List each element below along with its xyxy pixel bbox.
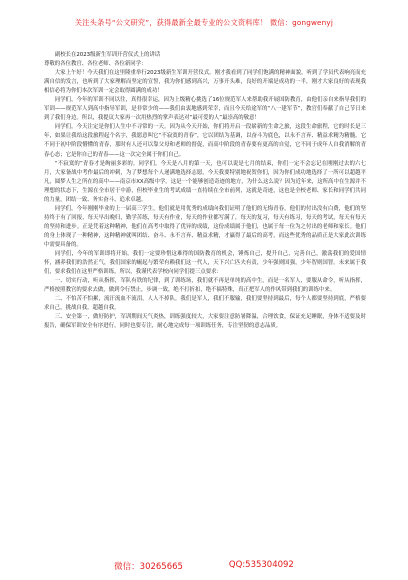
promo-banner: 关注头条号“公文研究”，获得最新全最专业的公文资料库！ 微信：gongwenyj <box>74 18 334 27</box>
paragraph: 一、切实行动，听从指挥，军队有铁的纪律，到了训练场，我们就不再是单纯的高中生，而是一名军人，要服从命令，听从指挥，严格按照教官的要求去做，做到令行禁止，步调一致，绝不打折扣，绝不搞特殊，真正把军人的作风带到我们的训练中来。 <box>44 278 366 294</box>
wechat-contact: 微信：30265665 <box>114 562 183 572</box>
qq-contact: QQ:535304092 <box>228 560 294 570</box>
greeting-line: 尊敬的各位教官、各位老师、各位新同学： <box>44 61 147 68</box>
document-body <box>44 48 366 331</box>
paragraph: 三、安全第一，做好防护，军训期间天气炎热，训练强度较大，大家要注意防暑降温，合理饮食，保证充足睡眠，身体不适要及时报告，确保军训安全有序进行，同时也要专注，耐心地完成每一项训练任务，专注坚韧的意志品质。 <box>44 314 366 330</box>
paragraph: 同学们，今年的军训即将开始，我们一定要珍惜这难得的国防教育的机会，锤炼自己，提升自己，完善自己，激荡我们的爱国情怀，涵养我们的浩然正气，我们国家的崛起与繁荣有赖我们这一代人，天下兴亡匹夫有责，少年强则国强，少年智则国智。未来属于我们，要求我们在这里严格训练，所以，我谨代表学校向同学们提三点要求： <box>44 251 366 276</box>
paragraph: “不寂寞的”青春才是绚丽多彩的。同学们，今天是八月的第一天，也可以说是七月的结束，你们一定不会忘记在刚刚过去的六七月，大家备战中考作最后的冲刺，为了梦想每个人递满地选择志愿，今天我要特别地祝贺你们，因为你们成功地选择了一所可以超越平凡，圆梦人生之所在的高中——南京市XX高级中学。这是一个能够创造奇迹的地方，为什么这么说？因为近年来，这所高中在生源并不理想的状态下，生源在全市居于中游，但校毕业生的考试成绩一直持续在全市前列，这就是奇迹，这也是全校老师、家长和同学们共同的力量，团结一致、务实奋斗、追求卓越。 <box>44 160 366 203</box>
paragraph: 大家上午好！今天我们在这里隆重举行2023级新生军训开营仪式。刚才我看到了同学们饱满的精神面貌，听到了学员代表响亮而充满自信的发言，也听到了大家理解而坚定的宣誓，我为你们感到高兴，万事开头难，良好的开端是成功的一半，刚才大家良好的表现我相信必将为你们本次军训一定会取得圆满的成功！ <box>44 70 366 95</box>
paragraph: 同学们，今年的军训不同以往，真得很幸运，因为上级精心挑选了16位规范军人来帮助我开展国防教育，由他们亲自来指导我们的军训——规范军人到高中指导军训，是非常少的——我们由衷地感到荣幸，而且今天给途军的“八一建军节”，教官们奉献了自己节日来到了我们身边。所以，我提议大家再一次用热烈的掌声表达对“最可爱的人”最崇高的敬意！ <box>44 97 366 122</box>
paragraph: 同学们，今年刚刚毕业的上一届高三学生，他们就是用优秀的成绩向我们证明了他们的无悔青春，他们的付出没有白费，他们的坚持终于有了回报，每天早出晚归，勤学苦练，每天有作业，每天的作业都写满了，每天的复习，每天有练习，每天的考试，每天有每天的坚持和进步。正是凭着这种精神，他们在高考中取得了优异的成绩，这份成绩属于他们，也属于每一位为之付出的老师和家长。他们的身上体现了一种精神，这种精神就叫团结、奋斗、永不言弃、精益求精，才赢得了最后的高考，而这些优秀的品质正是大家此次训练中需要具备的。 <box>44 205 366 248</box>
paragraph: 二、不怕苦不怕累，流汗流血不流泪，人人不掉队。我们是军人，我们不服输，我们要坚持到最后，每个人都要坚持到底，严格要求自己，挑战自我，超越自我。 <box>44 296 366 312</box>
document-title: 副校长在2023级新生军训开营仪式上的讲话 <box>54 52 161 58</box>
contact-footer <box>0 560 408 572</box>
paragraph: 同学们，今天注定是你们人生中不寻常的一天。因为从今天开始，你们将开启一段崭新的生命之旅，这段生命旅程，它的时长是三年，如果让我给这段旅程起个名字，我愿意叫它“不寂寞的青春”，它以团结为基调，以奋斗为底色，以永不言弃、精益求精为精髓，它不同于初中阶段懵懂的青春，那时有人还可以靠父母和老师的督促，而高中阶段的青春要有更高的自觉，它不同于成年人自我消解的青春心态；它是你自己的青春——这一次完全属于你们自己。 <box>44 124 366 158</box>
